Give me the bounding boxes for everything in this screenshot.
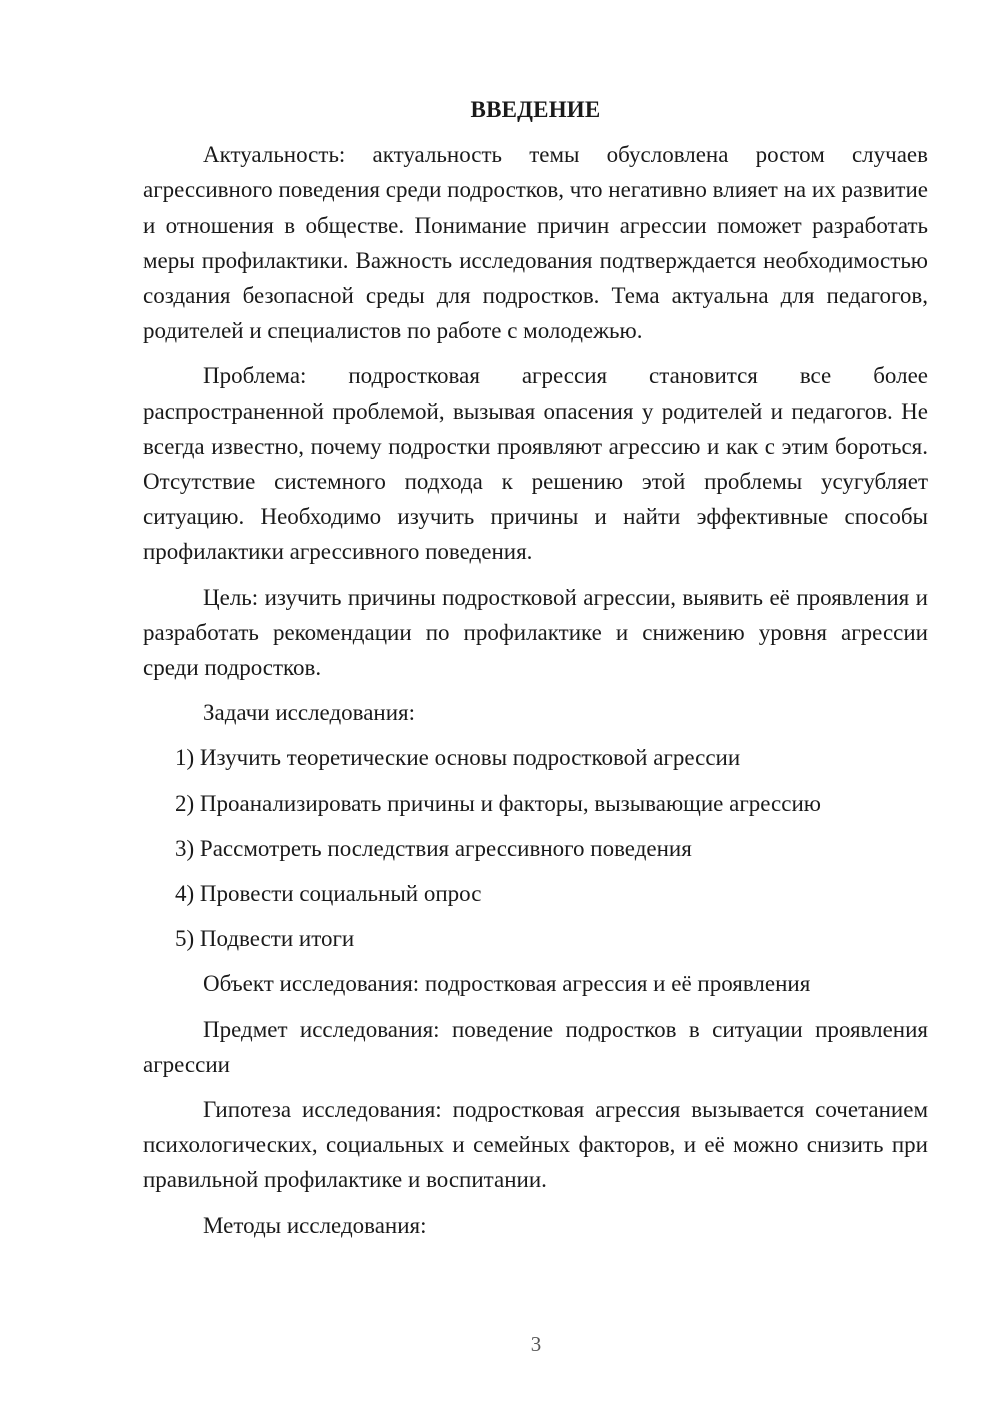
- task-item: 4) Провести социальный опрос: [175, 881, 482, 907]
- subject-paragraph: Предмет исследования: поведение подростков в ситуации проявления агрессии: [143, 1016, 928, 1077]
- problem-paragraph: Проблема: подростковая агрессия становится все более распространенной проблемой, вызывая опасения у родителей и педагогов. Не всегда известно, почему подростки проявляют агрессию и как с этим бороться. Отсутствие системного подхода к решению этой проблемы усугубляет ситуацию. Необходимо изучить причины и найти эффективные способы профилактики агрессивного поведения.: [143, 363, 928, 565]
- tasks-heading: Задачи исследования:: [203, 700, 416, 726]
- tasks-list: [143, 740, 928, 956]
- task-item: 1) Изучить теоретические основы подростковой агрессии: [175, 745, 741, 771]
- task-item: 5) Подвести итоги: [175, 926, 355, 952]
- page-number: 3: [530, 1332, 542, 1356]
- page-title: ВВЕДЕНИЕ: [470, 97, 601, 122]
- hypothesis-paragraph: Гипотеза исследования: подростковая агрессия вызывается сочетанием психологических, социальных и семейных факторов, и её можно снизить при правильной профилактике и воспитании.: [143, 1097, 928, 1193]
- relevance-paragraph: Актуальность: актуальность темы обусловлена ростом случаев агрессивного поведения среди подростков, что негативно влияет на их развитие и отношения в обществе. Понимание причин агрессии поможет разработать меры профилактики. Важность исследования подтверждается необходимостью создания безопасной среды для подростков. Тема актуальна для педагогов, родителей и специалистов по работе с молодежью.: [143, 142, 928, 344]
- goal-paragraph: Цель: изучить причины подростковой агрессии, выявить её проявления и разработать рекомендации по профилактике и снижению уровня агрессии среди подростков.: [143, 584, 928, 681]
- task-item: 2) Проанализировать причины и факторы, вызывающие агрессию: [175, 790, 821, 816]
- methods-heading: Методы исследования:: [203, 1212, 427, 1238]
- page-content: [143, 92, 928, 1253]
- task-item: 3) Рассмотреть последствия агрессивного поведения: [175, 835, 692, 861]
- object-paragraph: Объект исследования: подростковая агрессия и её проявления: [203, 971, 811, 997]
